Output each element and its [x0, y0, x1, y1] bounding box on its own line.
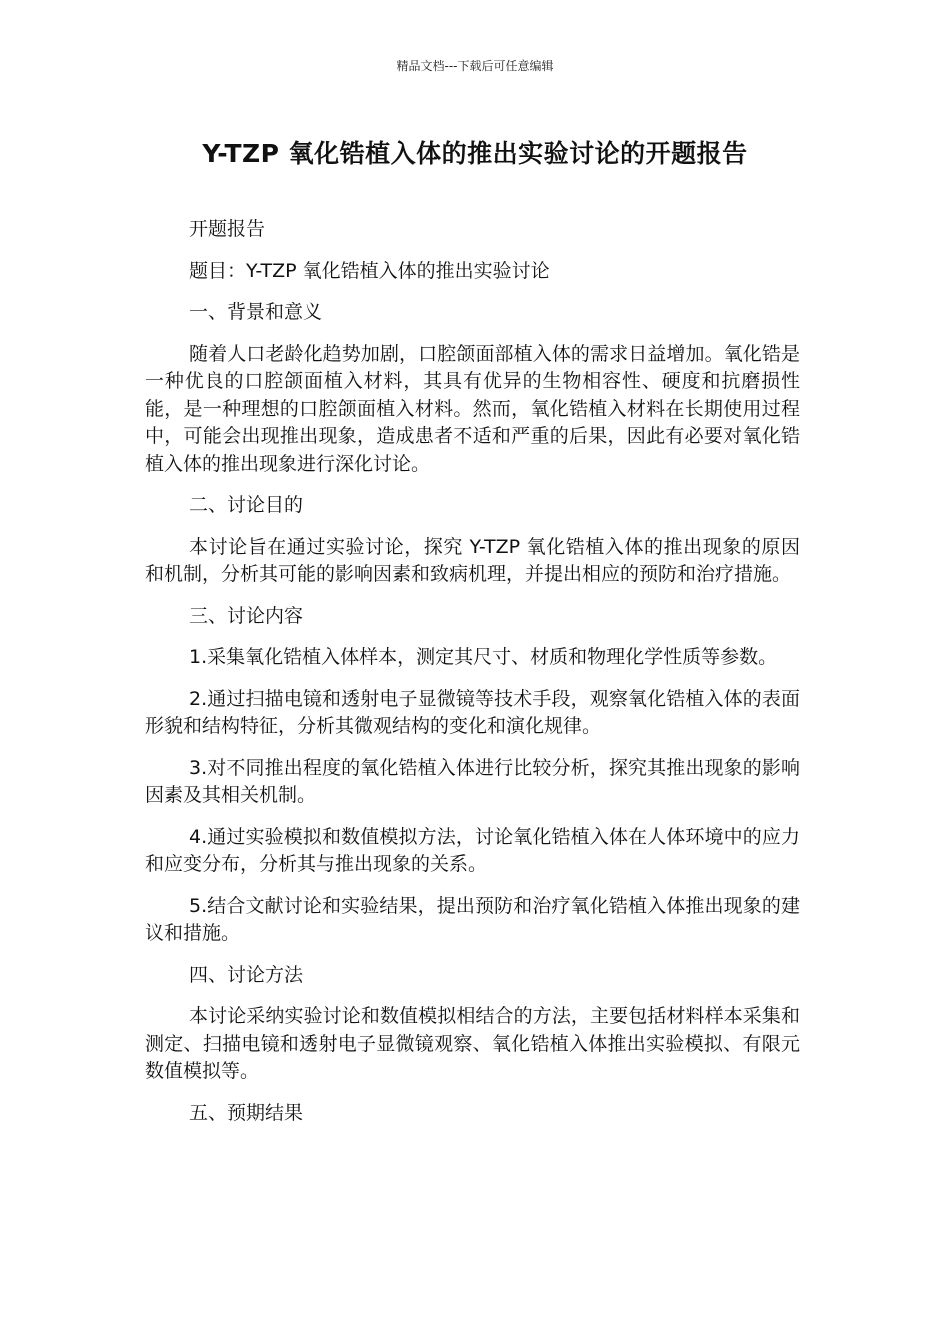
content-item-4: 4.通过实验模拟和数值模拟方法，讨论氧化锆植入体在人体环境中的应力和应变分布，分析其与推出现象的关系。 [145, 825, 800, 875]
content-item-5: 5.结合文献讨论和实验结果，提出预防和治疗氧化锆植入体推出现象的建议和措施。 [145, 894, 800, 944]
content-item-3: 3.对不同推出程度的氧化锆植入体进行比较分析，探究其推出现象的影响因素及其相关机制。 [145, 756, 800, 806]
content-item-2: 2.通过扫描电镜和透射电子显微镜等技术手段，观察氧化锆植入体的表面形貌和结构特征，分析其微观结构的变化和演化规律。 [145, 687, 800, 737]
paragraph-purpose: 本讨论旨在通过实验讨论，探究 Y-TZP 氧化锆植入体的推出现象的原因和机制，分析其可能的影响因素和致病机理，并提出相应的预防和治疗措施。 [145, 535, 800, 585]
page-header: 精品文档---下载后可任意编辑 [396, 59, 554, 73]
paragraph-heading-kaiti: 开题报告 [189, 218, 266, 240]
document-body [145, 216, 800, 1127]
section-heading-background: 一、背景和意义 [189, 301, 323, 323]
section-heading-content: 三、讨论内容 [189, 604, 304, 627]
section-heading-expected-results: 五、预期结果 [189, 1101, 304, 1124]
paragraph-background: 随着人口老龄化趋势加剧，口腔颌面部植入体的需求日益增加。氧化锆是一种优良的口腔颌面植入材料，其具有优异的生物相容性、硬度和抗磨损性能，是一种理想的口腔颌面植入材料。然而，氧化锆植入材料在长期使用过程中，可能会出现推出现象，造成患者不适和严重的后果，因此有必要对氧化锆植入体的推出现象进行深化讨论。 [145, 342, 800, 475]
section-heading-purpose: 二、讨论目的 [189, 494, 304, 516]
content-item-1: 1.采集氧化锆植入体样本，测定其尺寸、材质和物理化学性质等参数。 [189, 646, 778, 668]
section-heading-method: 四、讨论方法 [189, 963, 304, 986]
paragraph-topic: 题目：Y-TZP 氧化锆植入体的推出实验讨论 [189, 259, 550, 282]
document-title: Y-TZP 氧化锆植入体的推出实验讨论的开题报告 [202, 139, 748, 168]
paragraph-method: 本讨论采纳实验讨论和数值模拟相结合的方法，主要包括材料样本采集和测定、扫描电镜和透射电子显微镜观察、氧化锆植入体推出实验模拟、有限元数值模拟等。 [145, 1005, 800, 1082]
